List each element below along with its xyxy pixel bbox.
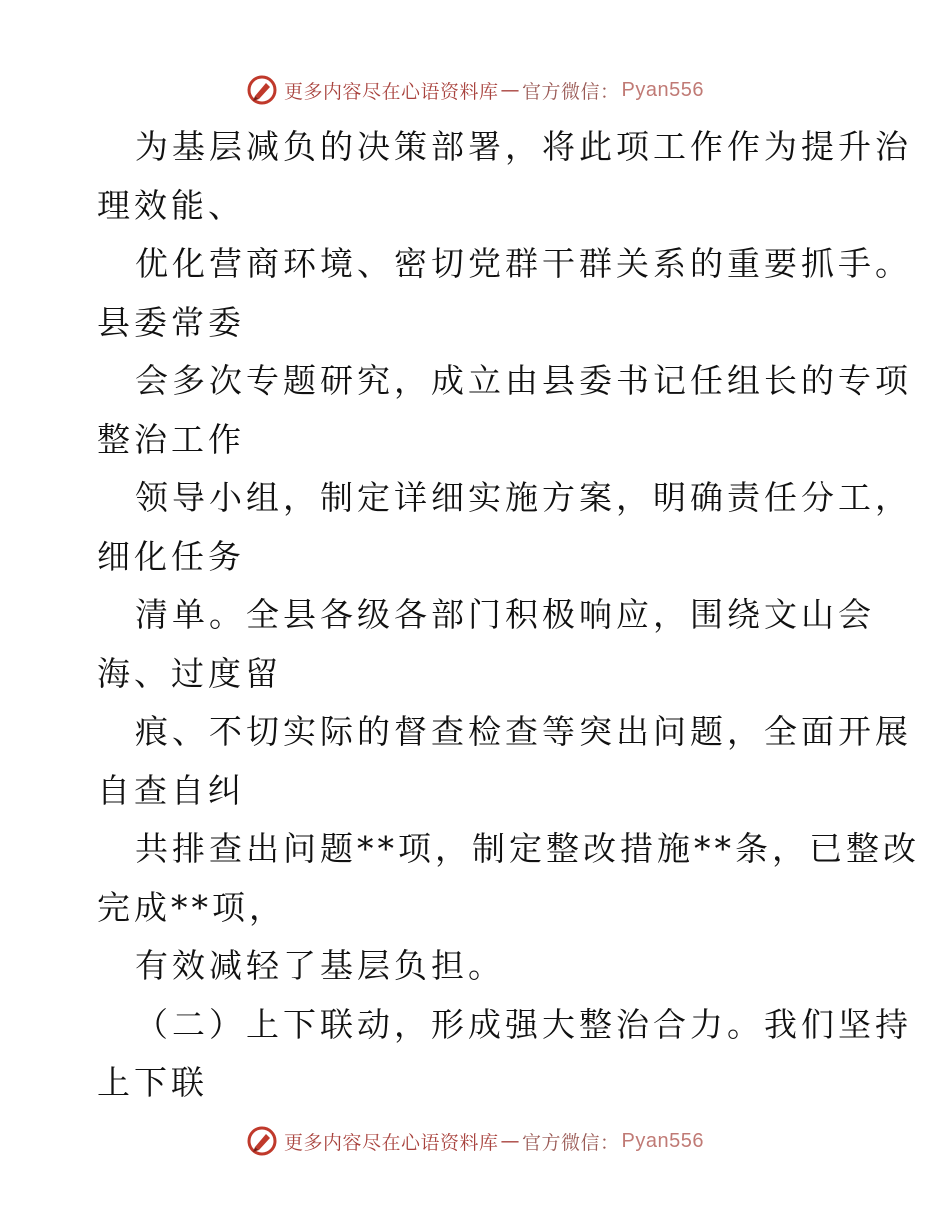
- body-line: 海、过度留: [97, 653, 282, 693]
- body-line: 优化营商环境、密切党群干群关系的重要抓手。: [135, 244, 912, 283]
- body-line: 为基层减负的决策部署，将此项工作作为提升治: [135, 127, 912, 166]
- body-line: 县委常委: [97, 302, 245, 342]
- body-line: 清单。全县各级各部门积极响应，围绕文山会: [135, 595, 875, 634]
- watermark-dash: —: [500, 1130, 521, 1152]
- body-line: 理效能、: [97, 185, 245, 225]
- watermark-dash: —: [500, 79, 521, 101]
- pen-logo-icon: [246, 74, 278, 106]
- body-line: 上下联: [97, 1063, 208, 1102]
- watermark-official-label: 官方微信：: [522, 80, 620, 103]
- header-watermark: [0, 70, 950, 110]
- body-line: 细化任务: [97, 536, 245, 576]
- body-line: 有效减轻了基层负担。: [135, 946, 505, 985]
- footer-watermark: [0, 1121, 950, 1161]
- watermark-wechat-id: Pyan556: [621, 78, 704, 101]
- body-line: 共排查出问题**项，制定整改措施**条，已整改: [135, 829, 920, 868]
- watermark-site-text: 更多内容尽在心语资料库: [284, 80, 499, 103]
- document-body: [97, 118, 920, 1113]
- body-line: 痕、不切实际的督查检查等突出问题，全面开展: [135, 712, 912, 751]
- watermark-wechat-id: Pyan556: [621, 1129, 704, 1152]
- watermark-official-label: 官方微信：: [522, 1131, 620, 1154]
- body-line: 会多次专题研究，成立由县委书记任组长的专项: [135, 361, 912, 400]
- body-line: 完成**项，: [97, 887, 286, 927]
- watermark-site-text: 更多内容尽在心语资料库: [284, 1131, 499, 1154]
- body-line: 领导小组，制定详细实施方案，明确责任分工，: [135, 478, 912, 517]
- pen-logo-icon: [246, 1125, 278, 1157]
- body-line: 整治工作: [97, 419, 245, 459]
- body-line: 自查自纠: [97, 770, 245, 810]
- body-line: （二）上下联动，形成强大整治合力。我们坚持: [135, 1004, 912, 1044]
